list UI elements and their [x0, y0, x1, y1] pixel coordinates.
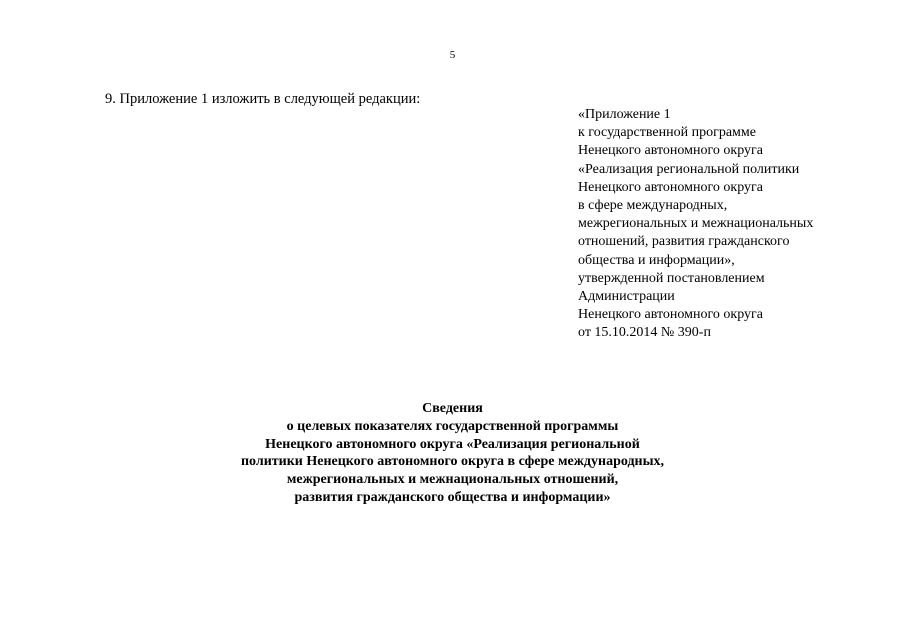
appendix-approval-block: [578, 106, 813, 343]
appendix-line: Администрации: [578, 289, 675, 305]
appendix-line: Ненецкого автономного округа: [578, 179, 763, 195]
appendix-line: общества и информации»,: [578, 252, 735, 268]
title-line: политики Ненецкого автономного округа в сфере международных,: [240, 454, 665, 470]
title-line: межрегиональных и межнациональных отношений,: [286, 472, 619, 488]
appendix-line: утвержденной постановлением: [578, 270, 765, 286]
document-title: [0, 400, 905, 507]
amendment-paragraph: 9. Приложение 1 изложить в следующей редакции:: [105, 91, 421, 107]
title-line: Сведения: [422, 401, 483, 416]
appendix-line: в сфере международных,: [578, 198, 728, 214]
appendix-line: от 15.10.2014 № 390-п: [578, 325, 711, 341]
appendix-line: к государственной программе: [578, 125, 756, 141]
appendix-line: Ненецкого автономного округа: [578, 307, 763, 323]
page-number: 5: [449, 49, 456, 61]
title-line: о целевых показателях государственной программы: [286, 418, 619, 434]
appendix-line: отношений, развития гражданского: [578, 234, 790, 250]
appendix-line: «Реализация региональной политики: [578, 161, 800, 177]
appendix-line: «Приложение 1: [578, 107, 671, 122]
appendix-line: Ненецкого автономного округа: [578, 143, 763, 159]
appendix-line: межрегиональных и межнациональных: [578, 216, 814, 232]
title-line: Ненецкого автономного округа «Реализация региональной: [265, 436, 640, 452]
title-line: развития гражданского общества и информации»: [294, 489, 611, 505]
